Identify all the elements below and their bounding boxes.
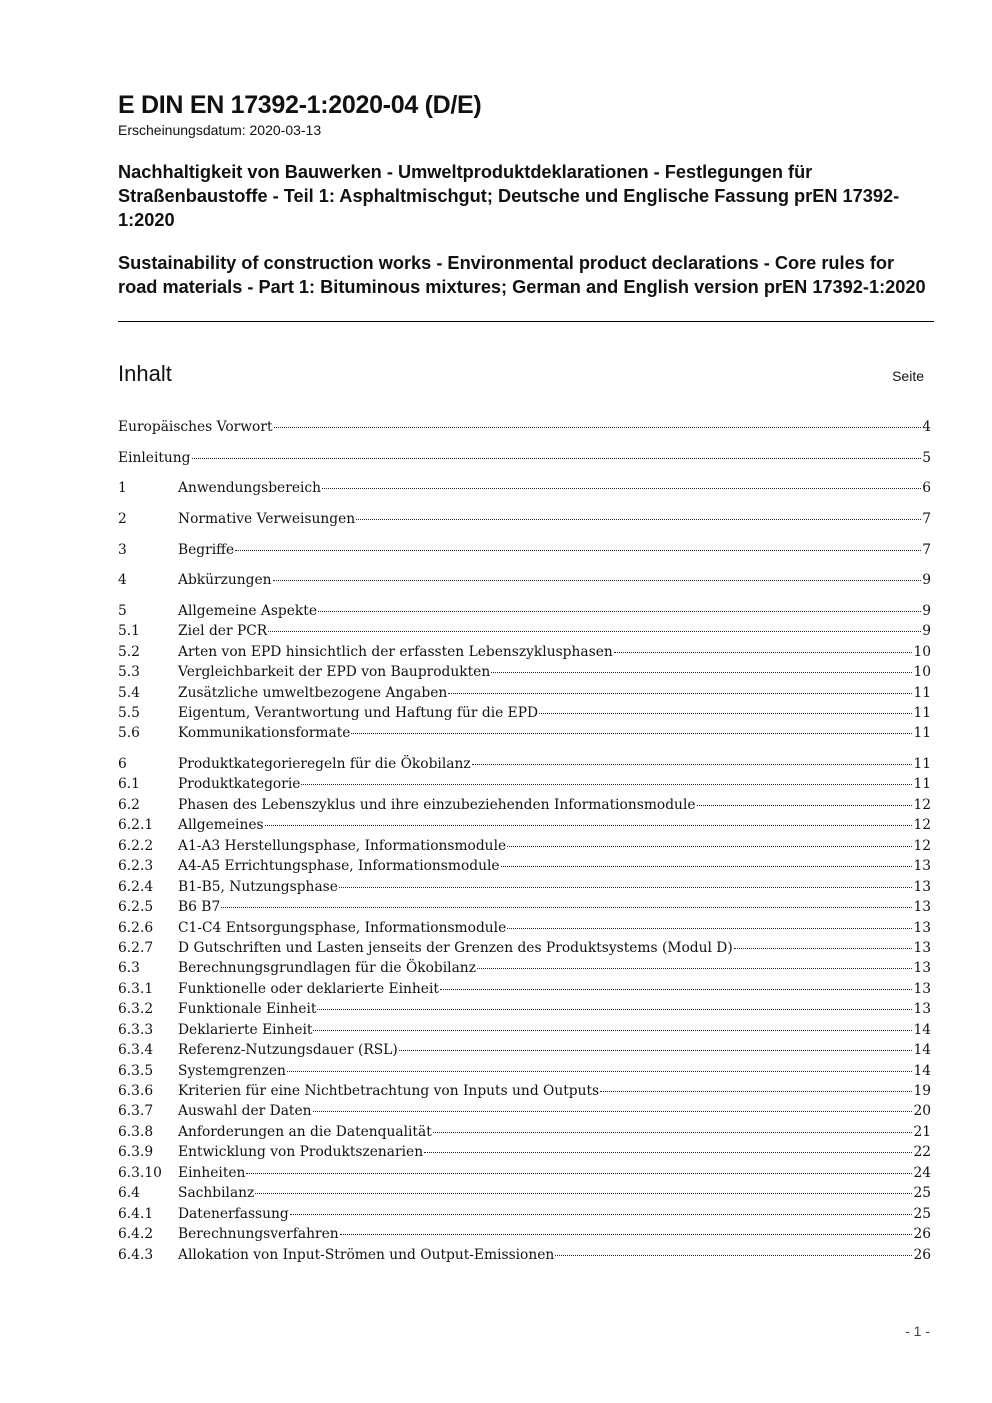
toc-entry-number: 5.6 bbox=[118, 725, 140, 742]
toc-entry-title: Zusätzliche umweltbezogene Angaben bbox=[178, 684, 448, 701]
toc-dot-leader bbox=[507, 928, 912, 929]
toc-dot-leader bbox=[424, 1152, 912, 1153]
toc-entry[interactable] bbox=[118, 662, 931, 682]
toc-entry[interactable] bbox=[118, 918, 931, 938]
toc-entry-page: 20 bbox=[913, 1103, 931, 1120]
toc-entry[interactable] bbox=[118, 1245, 931, 1265]
footer-page-number: - 1 - bbox=[905, 1323, 930, 1339]
toc-entry-number: 5.4 bbox=[118, 684, 140, 701]
toc-heading: Inhalt bbox=[118, 361, 172, 386]
toc-entry-title: Kommunikationsformate bbox=[178, 725, 351, 742]
toc-dot-leader bbox=[265, 825, 913, 826]
toc-entry-title: A4-A5 Errichtungsphase, Informationsmodule bbox=[178, 858, 500, 875]
publication-date: Erscheinungsdatum: 2020-03-13 bbox=[118, 122, 322, 138]
toc-entry-title: Normative Verweisungen bbox=[178, 510, 356, 527]
toc-dot-leader bbox=[274, 427, 922, 428]
toc-entry-number: 6.3.8 bbox=[118, 1123, 154, 1140]
toc-dot-leader bbox=[440, 989, 913, 990]
toc-entry-number: 5.5 bbox=[118, 704, 140, 721]
toc-dot-leader bbox=[290, 1214, 913, 1215]
toc-entry-number: 2 bbox=[118, 510, 127, 527]
toc-entry-title: Arten von EPD hinsichtlich der erfassten Lebenszyklusphasen bbox=[178, 643, 613, 660]
toc-entry[interactable] bbox=[118, 723, 931, 743]
toc-dot-leader bbox=[255, 1193, 912, 1194]
toc-entry[interactable] bbox=[118, 621, 931, 641]
toc-entry-number: 4 bbox=[118, 572, 127, 589]
toc-entry-number: 5.2 bbox=[118, 643, 140, 660]
toc-entry-number: 6.3.6 bbox=[118, 1083, 154, 1099]
toc-entry-page: 12 bbox=[913, 817, 931, 834]
toc-entry-page: 14 bbox=[913, 1042, 931, 1059]
toc-entry-title: D Gutschriften und Lasten jenseits der Grenzen des Produktsystems (Modul D) bbox=[178, 939, 733, 956]
toc-entry-page: 10 bbox=[913, 664, 931, 681]
toc-dot-leader bbox=[287, 1071, 913, 1072]
toc-entry-page: 7 bbox=[922, 541, 931, 558]
toc-entry-number: 6.3.3 bbox=[118, 1021, 154, 1038]
toc-entry-page: 11 bbox=[913, 704, 931, 721]
toc-entry-page: 9 bbox=[922, 572, 931, 589]
toc-entry-page: 13 bbox=[913, 878, 931, 895]
toc-entry-page: 11 bbox=[913, 684, 931, 701]
title-german: Nachhaltigkeit von Bauwerken - Umweltproduktdeklarationen - Festlegungen für Straßenbaustoffe - Teil 1: Asphaltmischgut; Deutsche und Englische Fassung prEN 17392-1:2020 bbox=[118, 162, 900, 230]
toc-entry-page: 7 bbox=[922, 510, 931, 527]
toc-dot-leader bbox=[351, 733, 912, 734]
toc-entry-number: 6.3.4 bbox=[118, 1042, 154, 1059]
toc-entry-page: 13 bbox=[913, 960, 931, 977]
toc-entry-title: Einleitung bbox=[118, 449, 191, 466]
toc-dot-leader bbox=[273, 580, 922, 581]
toc-entry-page: 4 bbox=[922, 419, 931, 435]
toc-entry[interactable] bbox=[118, 815, 931, 835]
toc-entry[interactable] bbox=[118, 877, 931, 897]
toc-entry-title: Produktkategorieregeln für die Ökobilanz bbox=[178, 756, 471, 772]
toc-entry-title: Entwicklung von Produktszenarien bbox=[178, 1144, 424, 1161]
toc-entry[interactable] bbox=[118, 774, 931, 794]
toc-dot-leader bbox=[614, 652, 913, 653]
toc-entry-number: 6.2 bbox=[118, 796, 140, 813]
toc-dot-leader bbox=[221, 907, 912, 908]
toc-entry-page: 13 bbox=[913, 939, 931, 956]
toc-entry-title: Deklarierte Einheit bbox=[178, 1021, 313, 1038]
toc-entry-page: 11 bbox=[913, 756, 931, 772]
toc-entry-title: Eigentum, Verantwortung und Haftung für die EPD bbox=[178, 704, 539, 721]
toc-entry[interactable] bbox=[118, 1204, 931, 1224]
toc-entry-page: 22 bbox=[913, 1144, 931, 1161]
toc-entry-number: 6.3.2 bbox=[118, 1001, 154, 1018]
toc-dot-leader bbox=[318, 611, 921, 612]
toc-dot-leader bbox=[356, 519, 921, 520]
toc-entry[interactable] bbox=[118, 1163, 931, 1183]
toc-entry-number: 6.3.5 bbox=[118, 1062, 154, 1079]
toc-entry-title: Begriffe bbox=[178, 541, 235, 558]
toc-entry[interactable] bbox=[118, 1183, 931, 1203]
toc-entry-title: Europäisches Vorwort bbox=[118, 419, 273, 435]
title-english: Sustainability of construction works - Environmental product declarations - Core rules for road materials - Part 1: Bituminous mixtures; German and English version prEN 17392-1:2020 bbox=[118, 253, 926, 297]
toc-entry-page: 11 bbox=[913, 776, 931, 793]
toc-entry-title: Allgemeine Aspekte bbox=[178, 602, 317, 619]
toc-entry-title: Sachbilanz bbox=[178, 1185, 255, 1202]
toc-entry-title: Anwendungsbereich bbox=[178, 480, 322, 497]
toc-entry[interactable] bbox=[118, 1101, 931, 1121]
toc-entry-number: 6.2.6 bbox=[118, 919, 154, 936]
toc-entry-number: 6.3.9 bbox=[118, 1144, 154, 1161]
toc-entry-title: Funktionelle oder deklarierte Einheit bbox=[178, 980, 439, 997]
toc-dot-leader bbox=[192, 458, 922, 459]
toc-dot-leader bbox=[317, 1009, 912, 1010]
toc-entry[interactable] bbox=[118, 448, 931, 468]
toc-entry[interactable] bbox=[118, 1224, 931, 1244]
toc-entry[interactable] bbox=[118, 836, 931, 856]
toc-entry[interactable] bbox=[118, 754, 931, 774]
toc-entry-page: 19 bbox=[913, 1083, 931, 1099]
toc-entry-title: Systemgrenzen bbox=[178, 1062, 286, 1079]
toc-entry-page: 6 bbox=[922, 480, 931, 497]
toc-entry-page: 13 bbox=[913, 899, 931, 916]
toc-dot-leader bbox=[472, 764, 913, 765]
toc-entry[interactable] bbox=[118, 478, 931, 498]
toc-entry-title: Allgemeines bbox=[178, 817, 264, 834]
toc-dot-leader bbox=[399, 1050, 913, 1051]
toc-entry[interactable] bbox=[118, 1142, 931, 1162]
toc-dot-leader bbox=[477, 968, 912, 969]
toc-dot-leader bbox=[322, 488, 921, 489]
document-number: E DIN EN 17392-1:2020-04 (D/E) bbox=[118, 91, 482, 119]
toc-entry[interactable] bbox=[118, 1061, 931, 1081]
toc-dot-leader bbox=[734, 948, 913, 949]
title-divider bbox=[118, 321, 934, 322]
toc-entry-page: 21 bbox=[913, 1123, 931, 1140]
toc-entry[interactable] bbox=[118, 703, 931, 723]
toc-entry[interactable] bbox=[118, 509, 931, 529]
toc-entry-page: 13 bbox=[913, 919, 931, 936]
toc-dot-leader bbox=[313, 1111, 913, 1112]
toc-entry-title: Ziel der PCR bbox=[178, 623, 268, 640]
toc-entry-page: 9 bbox=[922, 623, 931, 640]
toc-entry[interactable] bbox=[118, 795, 931, 815]
toc-entry-title: Auswahl der Daten bbox=[178, 1103, 312, 1120]
toc-entry[interactable] bbox=[118, 999, 931, 1019]
toc-entry[interactable] bbox=[118, 938, 931, 958]
toc-dot-leader bbox=[235, 550, 921, 551]
toc-entry-title: Phasen des Lebenszyklus und ihre einzubeziehenden Informationsmodule bbox=[178, 796, 696, 813]
toc-dot-leader bbox=[448, 693, 912, 694]
toc-entry-number: 6.3.10 bbox=[118, 1164, 162, 1181]
toc-entry-number: 5.1 bbox=[118, 623, 140, 640]
toc-entry-page: 12 bbox=[913, 796, 931, 813]
toc-entry-page: 13 bbox=[913, 980, 931, 997]
toc-dot-leader bbox=[697, 805, 913, 806]
toc-dot-leader bbox=[507, 846, 912, 847]
toc-entry-title: Allokation von Input-Strömen und Output-Emissionen bbox=[178, 1246, 555, 1263]
toc-entry-title: Datenerfassung bbox=[178, 1205, 289, 1222]
toc-entry-number: 6.4.1 bbox=[118, 1205, 154, 1222]
toc-entry[interactable] bbox=[118, 601, 931, 621]
toc-entry-number: 6.2.7 bbox=[118, 939, 154, 956]
toc-entry[interactable] bbox=[118, 1040, 931, 1060]
toc-dot-leader bbox=[433, 1132, 913, 1133]
toc-dot-leader bbox=[600, 1091, 912, 1092]
toc-page-label: Seite bbox=[892, 368, 924, 384]
toc-entry-page: 14 bbox=[913, 1062, 931, 1079]
toc-entry-page: 25 bbox=[913, 1205, 931, 1222]
toc-entry-title: Funktionale Einheit bbox=[178, 1001, 317, 1018]
toc-dot-leader bbox=[301, 784, 912, 785]
toc-entry-number: 6.3.1 bbox=[118, 980, 154, 997]
toc-entry-number: 6.4.3 bbox=[118, 1246, 154, 1263]
toc-entry-page: 9 bbox=[922, 602, 931, 619]
toc-entry-page: 5 bbox=[922, 449, 931, 466]
toc-entry-number: 3 bbox=[118, 541, 127, 558]
toc-entry[interactable] bbox=[118, 897, 931, 917]
toc-entry-page: 10 bbox=[913, 643, 931, 660]
toc-entry-number: 6.4.2 bbox=[118, 1226, 154, 1243]
toc-dot-leader bbox=[339, 887, 913, 888]
toc-entry[interactable] bbox=[118, 417, 931, 437]
toc-entry-title: Anforderungen an die Datenqualität bbox=[178, 1123, 432, 1140]
toc-entry-page: 26 bbox=[913, 1226, 931, 1243]
toc-entry-number: 5 bbox=[118, 602, 127, 619]
toc-dot-leader bbox=[268, 631, 921, 632]
toc-entry-title: Referenz-Nutzungsdauer (RSL) bbox=[178, 1042, 398, 1059]
toc-entry-number: 6.2.1 bbox=[118, 817, 154, 834]
toc-entry-title: A1-A3 Herstellungsphase, Informationsmodule bbox=[178, 837, 507, 854]
toc-entry-title: Berechnungsverfahren bbox=[178, 1226, 339, 1243]
toc-dot-leader bbox=[340, 1234, 913, 1235]
toc-entry-page: 26 bbox=[913, 1246, 931, 1263]
toc-entry-page: 12 bbox=[913, 837, 931, 854]
toc-entry[interactable] bbox=[118, 540, 931, 560]
toc-entry-page: 24 bbox=[913, 1164, 931, 1181]
toc-entry-number: 6.4 bbox=[118, 1185, 140, 1202]
toc-entry-title: Abkürzungen bbox=[178, 572, 272, 589]
toc-dot-leader bbox=[491, 672, 912, 673]
toc-entry-page: 25 bbox=[913, 1185, 931, 1202]
toc-entry-number: 6 bbox=[118, 756, 127, 772]
toc-entry[interactable] bbox=[118, 642, 931, 662]
toc-entry-title: B6 B7 bbox=[178, 899, 221, 916]
toc-entry-title: Einheiten bbox=[178, 1164, 246, 1181]
toc-entry[interactable] bbox=[118, 1122, 931, 1142]
toc-dot-leader bbox=[246, 1173, 912, 1174]
toc-entry-title: B1-B5, Nutzungsphase bbox=[178, 878, 338, 895]
toc-entry[interactable] bbox=[118, 979, 931, 999]
toc-entry-page: 13 bbox=[913, 1001, 931, 1018]
toc-entry-page: 13 bbox=[913, 858, 931, 875]
toc-entry-number: 6.1 bbox=[118, 776, 140, 793]
toc-entry-title: Berechnungsgrundlagen für die Ökobilanz bbox=[178, 960, 476, 977]
toc-entry-title: Kriterien für eine Nichtbetrachtung von Inputs und Outputs bbox=[178, 1083, 600, 1099]
toc-entry-number: 6.2.5 bbox=[118, 899, 154, 916]
toc-entry-number: 1 bbox=[118, 480, 127, 497]
toc-entry[interactable] bbox=[118, 683, 931, 703]
toc-dot-leader bbox=[539, 713, 912, 714]
toc-entry-number: 6.3.7 bbox=[118, 1103, 154, 1120]
toc-dot-leader bbox=[555, 1255, 912, 1256]
toc-dot-leader bbox=[313, 1030, 912, 1031]
toc-entry-number: 6.2.4 bbox=[118, 878, 154, 895]
toc-entry[interactable] bbox=[118, 856, 931, 876]
toc-entry-number: 6.3 bbox=[118, 960, 140, 977]
toc-entry[interactable] bbox=[118, 1081, 931, 1101]
toc-entry-page: 14 bbox=[913, 1021, 931, 1038]
toc-entry-number: 5.3 bbox=[118, 664, 140, 681]
toc-entry-title: C1-C4 Entsorgungsphase, Informationsmodule bbox=[178, 919, 507, 936]
toc-dot-leader bbox=[501, 866, 913, 867]
toc-entry-title: Produktkategorie bbox=[178, 776, 301, 793]
toc-entry[interactable] bbox=[118, 1020, 931, 1040]
toc-entry-title: Vergleichbarkeit der EPD von Bauprodukten bbox=[178, 664, 491, 681]
toc-entry-page: 11 bbox=[913, 725, 931, 742]
toc-entry-number: 6.2.2 bbox=[118, 837, 154, 854]
toc-entry-number: 6.2.3 bbox=[118, 858, 154, 875]
toc-entry[interactable] bbox=[118, 570, 931, 590]
table-of-contents bbox=[118, 417, 931, 1265]
toc-entry[interactable] bbox=[118, 958, 931, 978]
